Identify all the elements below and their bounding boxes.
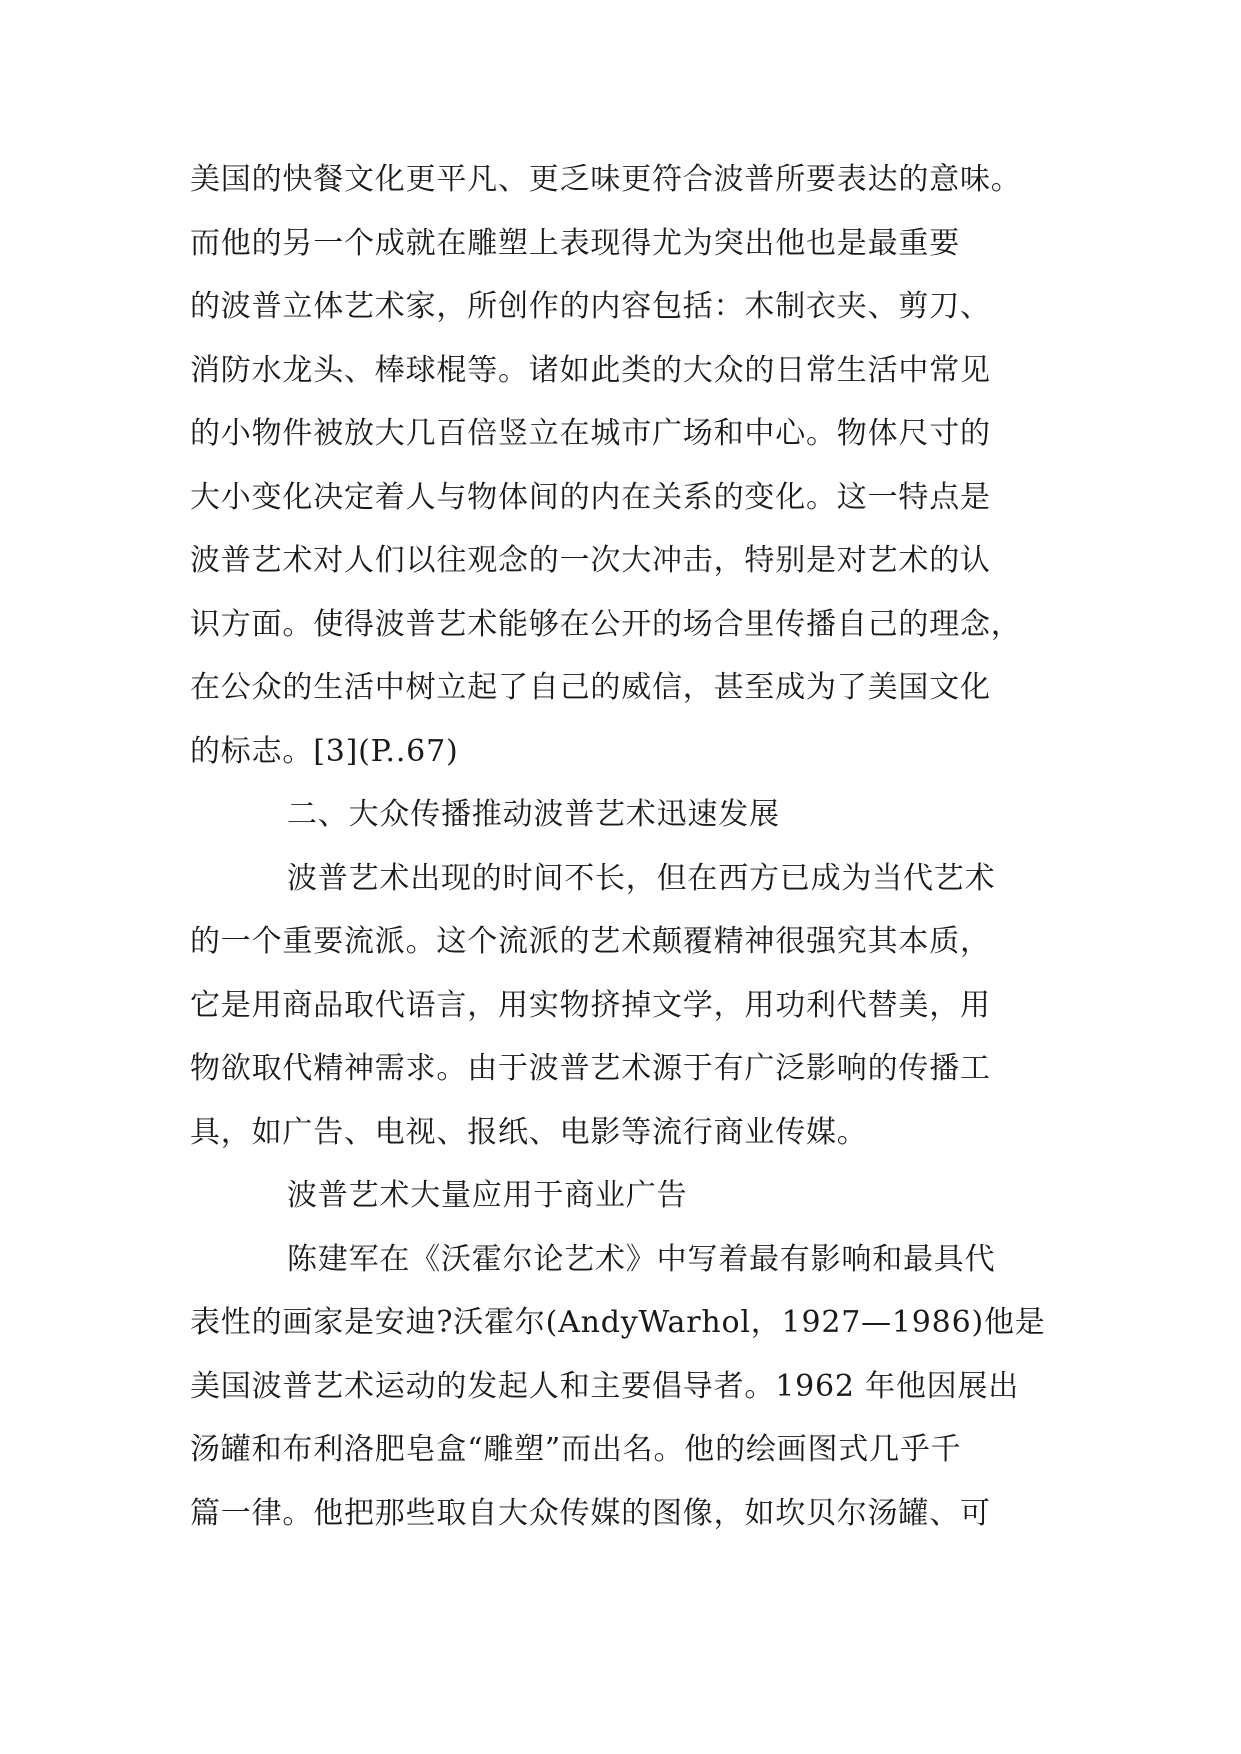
subsection-heading: 波普艺术大量应用于商业广告 — [287, 1178, 688, 1213]
document-body — [190, 148, 1058, 1545]
text-line: 物欲取代精神需求。由于波普艺术源于有广泛影响的传播工 — [190, 1051, 991, 1086]
text-line: 而他的另一个成就在雕塑上表现得尤为突出他也是最重要 — [190, 225, 960, 261]
text-line: 汤罐和布利洛肥皂盒“雕塑”而出名。他的绘画图式几乎千 — [190, 1432, 962, 1467]
text-line: 消防水龙头、棒球棍等。诸如此类的大众的日常生活中常见 — [190, 352, 991, 388]
text-line: 的一个重要流派。这个流派的艺术颠覆精神很强究其本质， — [190, 924, 991, 959]
text-line: 表性的画家是安迪?沃霍尔(AndyWarhol，1927—1986)他是 — [190, 1305, 1046, 1340]
text-line: 的波普立体艺术家，所创作的内容包括：木制衣夹、剪刀、 — [190, 289, 991, 324]
text-line: 波普艺术对人们以往观念的一次大冲击，特别是对艺术的认 — [190, 543, 991, 578]
section-heading: 二、大众传播推动波普艺术迅速发展 — [287, 797, 780, 832]
text-line: 它是用商品取代语言，用实物挤掉文学，用功利代替美，用 — [190, 987, 991, 1023]
text-line: 具，如广告、电视、报纸、电影等流行商业传媒。 — [190, 1114, 868, 1150]
text-line: 美国的快餐文化更平凡、更乏味更符合波普所要表达的意味。 — [190, 162, 1022, 197]
text-line: 的小物件被放大几百倍竖立在城市广场和中心。物体尺寸的 — [190, 416, 991, 451]
text-line: 美国波普艺术运动的发起人和主要倡导者。1962 年他因展出 — [190, 1368, 1020, 1404]
text-line: 的标志。[3](P..67) — [190, 733, 459, 769]
text-line: 篇一律。他把那些取自大众传媒的图像，如坎贝尔汤罐、可 — [190, 1495, 991, 1531]
text-line: 在公众的生活中树立起了自己的威信，甚至成为了美国文化 — [190, 670, 991, 705]
text-line: 识方面。使得波普艺术能够在公开的场合里传播自己的理念， — [190, 606, 1022, 642]
text-line: 大小变化决定着人与物体间的内在关系的变化。这一特点是 — [190, 479, 991, 515]
text-line: 波普艺术出现的时间不长，但在西方已成为当代艺术 — [287, 860, 996, 896]
text-line: 陈建军在《沃霍尔论艺术》中写着最有影响和最具代 — [287, 1241, 996, 1277]
